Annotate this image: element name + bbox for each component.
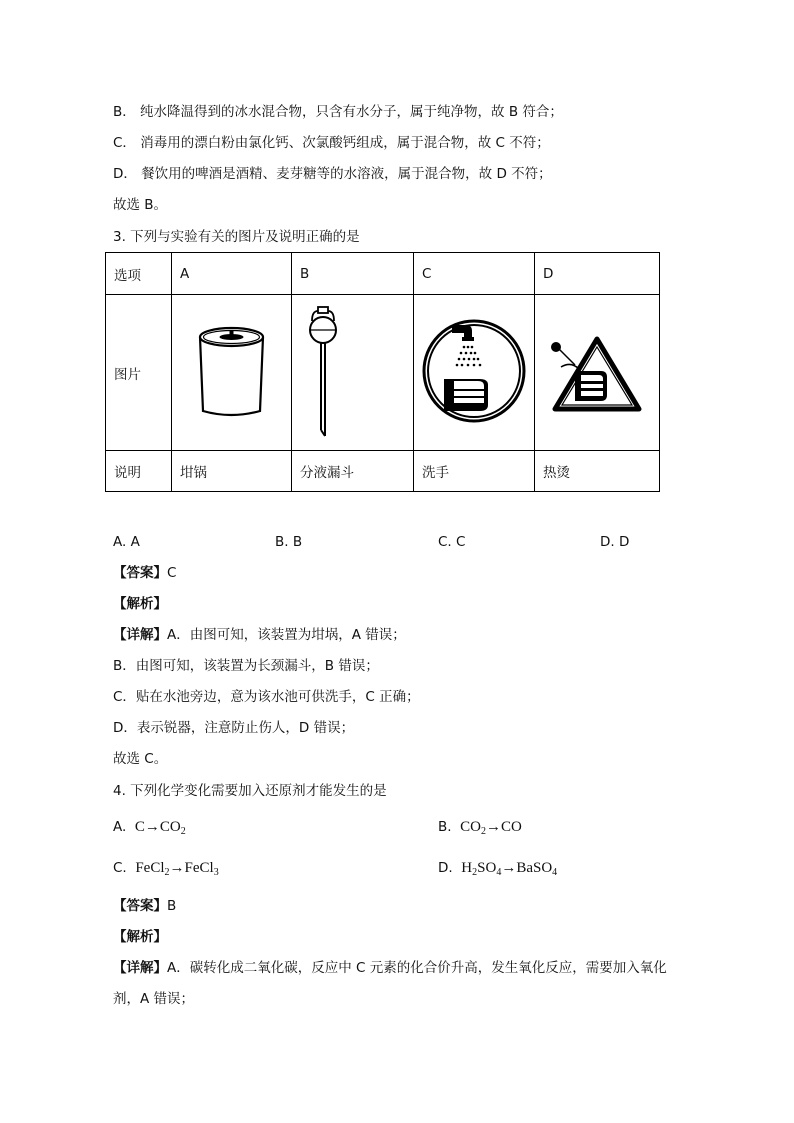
hot-hazard-icon xyxy=(535,295,660,450)
formula-sub: 4 xyxy=(552,867,558,878)
text-line: D． 餐饮用的啤酒是酒精、麦芽糖等的水溶液，属于混合物，故 D 不符； xyxy=(113,166,552,182)
answer-label: 【答案】 xyxy=(113,565,167,581)
option-letter: C. xyxy=(113,860,127,876)
q3-detail-a xyxy=(113,626,406,644)
crucible-icon xyxy=(172,295,292,450)
formula-sub: 2 xyxy=(164,867,170,878)
question-3-table xyxy=(105,252,660,492)
q4-option-a xyxy=(113,817,186,837)
formula-sub: 2 xyxy=(472,867,478,878)
detail-text: A．由图可知，该装置为坩埚，A 错误； xyxy=(167,627,406,643)
answer-value: C xyxy=(167,565,177,581)
table-col-b: B xyxy=(292,253,414,295)
reaction-arrow: → xyxy=(144,819,160,835)
q3-detail-c: C．贴在水池旁边，意为该水池可供洗手，C 正确； xyxy=(113,689,420,705)
detail-label: 【详解】 xyxy=(113,627,167,643)
q3-option-d: D. D xyxy=(600,534,630,550)
text-line: 故选 B。 xyxy=(113,197,168,213)
formula-sub: 4 xyxy=(496,867,502,878)
q3-answer xyxy=(113,564,176,582)
table-image-c xyxy=(414,295,535,451)
answer-label: 【答案】 xyxy=(113,898,167,914)
answer-value: B xyxy=(167,898,177,914)
formula-sub: 2 xyxy=(180,826,186,837)
q3-analysis-label xyxy=(113,595,167,613)
formula-sub: 2 xyxy=(481,826,486,837)
reaction-arrow: → xyxy=(501,860,517,876)
detail-text: A．碳转化成二氧化碳，反应中 C 元素的化合价升高，发生氧化反应，需要加入氧化 xyxy=(167,960,667,976)
formula-from: FeCl xyxy=(135,860,165,876)
q4-detail-line-2: 剂，A 错误； xyxy=(113,991,195,1007)
question-4-stem: 4. 下列化学变化需要加入还原剂才能发生的是 xyxy=(113,783,387,799)
q4-option-d xyxy=(438,858,557,878)
reaction-arrow: → xyxy=(486,819,501,835)
q3-detail-b: B．由图可知，该装置为长颈漏斗，B 错误； xyxy=(113,658,379,674)
table-caption-d: 热烫 xyxy=(535,451,660,492)
table-image-row-label: 图片 xyxy=(106,295,172,451)
formula-from: CO xyxy=(460,819,481,835)
question-3-stem: 3. 下列与实验有关的图片及说明正确的是 xyxy=(113,229,360,245)
q4-analysis-label xyxy=(113,928,167,946)
formula-to: BaSO xyxy=(516,860,553,876)
option-letter: A. xyxy=(113,819,127,835)
table-col-d: D xyxy=(535,253,660,295)
table-image-b xyxy=(292,295,414,451)
table-caption-row-label: 说明 xyxy=(106,451,172,492)
q3-detail-d: D．表示锐器，注意防止伤人，D 错误； xyxy=(113,720,355,736)
text-line: C． 消毒用的漂白粉由氯化钙、次氯酸钙组成，属于混合物，故 C 不符； xyxy=(113,135,550,151)
q3-conclusion: 故选 C。 xyxy=(113,751,168,767)
table-caption-a: 坩锅 xyxy=(172,451,292,492)
analysis-label: 【解析】 xyxy=(113,929,167,945)
table-image-d xyxy=(535,295,660,451)
q4-option-b xyxy=(438,817,522,837)
formula-to: FeCl xyxy=(184,860,214,876)
q3-option-b: B. B xyxy=(275,534,303,550)
formula-from: H xyxy=(461,860,473,876)
table-image-a xyxy=(172,295,292,451)
table-caption-b: 分液漏斗 xyxy=(292,451,414,492)
reaction-arrow: → xyxy=(169,860,185,876)
table-header-label: 选项 xyxy=(106,253,172,295)
formula-to: CO xyxy=(159,819,181,835)
hand-wash-icon xyxy=(414,295,535,450)
table-caption-c: 洗手 xyxy=(414,451,535,492)
option-letter: B. xyxy=(438,819,452,835)
table-col-c: C xyxy=(414,253,535,295)
q3-option-c: C. C xyxy=(438,534,466,550)
q4-answer xyxy=(113,897,176,915)
text-line: B． 纯水降温得到的冰水混合物，只含有水分子，属于纯净物，故 B 符合； xyxy=(113,104,563,120)
analysis-label: 【解析】 xyxy=(113,596,167,612)
formula-from: C xyxy=(134,819,145,835)
q3-option-a: A. A xyxy=(113,534,140,550)
separatory-funnel-icon xyxy=(292,295,414,450)
detail-label: 【详解】 xyxy=(113,960,167,976)
table-col-a: A xyxy=(172,253,292,295)
option-letter: D. xyxy=(438,860,453,876)
formula-to: CO xyxy=(501,819,522,835)
q4-detail-line-1 xyxy=(113,959,667,977)
q4-option-c xyxy=(113,858,219,878)
formula-sub: 3 xyxy=(213,867,219,878)
formula-from-rest: SO xyxy=(477,860,497,876)
